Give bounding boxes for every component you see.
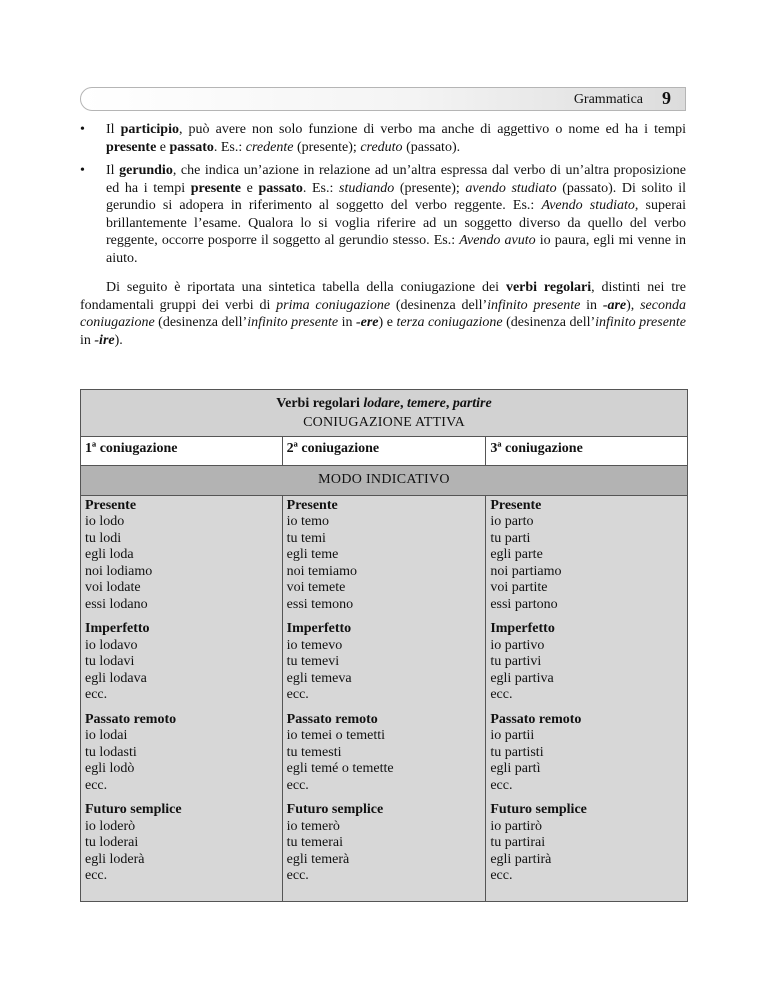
verb-form: egli temé o temette [286, 761, 394, 776]
text-run: (presente); [293, 139, 361, 155]
tense-block [85, 498, 278, 614]
column-header-2: 2ª coniugazione [282, 437, 486, 466]
term-passato: passato [258, 180, 303, 196]
tense-name: Futuro semplice [85, 802, 182, 817]
bullet-icon: • [80, 163, 85, 178]
verb-form: essi temono [286, 596, 354, 612]
text-run: in [338, 315, 356, 330]
tense-name: Futuro semplice [286, 802, 384, 817]
verb-form: io parto [490, 514, 534, 529]
tense-block [490, 712, 683, 795]
verb-form: tu partivi [490, 654, 542, 669]
verb-form: tu lodavi [85, 654, 135, 669]
tense-block [287, 802, 482, 885]
tense-name: Futuro semplice [490, 802, 587, 817]
text-run: (desinenza dell’ [502, 315, 596, 330]
tense-name: Imperfetto [286, 621, 352, 636]
intro-paragraph [80, 279, 686, 349]
verb-form: egli temerà [286, 851, 350, 867]
verb-form: egli partiva [490, 670, 554, 686]
verb-form: io temerò [286, 818, 340, 834]
table-title-cell [81, 390, 688, 437]
verb-form: io partivo [490, 637, 545, 653]
running-header [80, 87, 686, 111]
verb-form: ecc. [85, 868, 108, 883]
verb-form: egli parte [490, 547, 543, 562]
tense-block [85, 712, 278, 795]
title-separator: , [399, 396, 407, 411]
tense-block [490, 621, 683, 704]
table-subtitle: CONIUGAZIONE ATTIVA [303, 414, 465, 430]
term-verbi-regolari: verbi regolari [505, 280, 592, 295]
tense-block [287, 621, 482, 704]
table-title [81, 396, 687, 413]
tense-block [287, 712, 482, 795]
tense-block [85, 802, 278, 885]
term-terza-coniugazione: terza coniugazione [396, 315, 503, 330]
bullet-list [80, 121, 686, 273]
verb-form: noi temiamo [286, 563, 358, 579]
column-header-3: 3ª coniugazione [486, 437, 688, 466]
text-run: ) e [378, 315, 397, 330]
tense-block [490, 802, 683, 885]
verb-form: ecc. [85, 777, 108, 793]
verb-form: io partirò [490, 818, 543, 834]
verb-form: voi partite [490, 580, 548, 595]
verb-form: egli lodava [85, 670, 147, 686]
tenses-row [81, 495, 688, 901]
tense-name: Presente [490, 497, 542, 513]
example-avendo-avuto: Avendo avuto [459, 233, 536, 248]
verb-form: tu partisti [490, 744, 544, 760]
verb-form: ecc. [286, 777, 309, 793]
verb-form: io partii [490, 728, 535, 743]
verb-form: io lodavo [85, 637, 138, 653]
term-gerundio: gerundio [119, 163, 173, 178]
tense-name: Presente [286, 497, 338, 513]
verb-form: ecc. [490, 777, 513, 793]
verb-form: egli partì [490, 761, 541, 776]
text-run: , distinti nei tre fondamentali gruppi dei verbi di [80, 280, 686, 313]
term-presente: presente [190, 180, 242, 196]
mode-header: MODO INDICATIVO [81, 466, 688, 496]
text-run: . Es.: [302, 180, 340, 196]
verb-form: egli loderà [85, 851, 145, 867]
bullet-icon: • [80, 122, 85, 137]
column-2-cell [282, 495, 486, 901]
verb-form: voi temete [286, 580, 346, 595]
text-run: e [156, 139, 170, 155]
text-run: (desinenza dell’ [390, 297, 488, 313]
verb-form: tu temerai [286, 835, 344, 850]
text-run: in [580, 297, 603, 313]
verb-form: egli temeva [286, 670, 352, 686]
title-prefix: Verbi regolari [276, 396, 364, 411]
text-run: , può avere non solo funzione di verbo ma anche di aggettivo o nome ed ha i tempi [178, 122, 686, 137]
verb-form: voi lodate [85, 580, 141, 595]
verb-form: noi lodiamo [85, 563, 153, 579]
verb-form: tu temi [286, 530, 326, 546]
tense-name: Imperfetto [85, 621, 150, 636]
ending-are: -are [602, 297, 627, 313]
column-1-cell [81, 495, 283, 901]
text-run: ), [626, 297, 641, 313]
verb-temere: temere [406, 396, 446, 411]
text-run: Il [106, 163, 120, 178]
verb-form: tu temevi [286, 654, 340, 669]
term-presente: presente [106, 139, 157, 155]
verb-form: ecc. [85, 687, 108, 702]
title-separator: , [445, 396, 453, 411]
verb-form: noi partiamo [490, 563, 562, 579]
verb-form: io loderò [85, 818, 136, 834]
verb-partire: partire [452, 396, 492, 411]
term-infinito-presente: infinito presente [247, 315, 339, 330]
text-run: (passato). [402, 139, 461, 155]
verb-form: io lodai [85, 728, 128, 743]
column-3-cell [486, 495, 688, 901]
bullet-gerundio [80, 162, 686, 267]
tense-block [490, 498, 683, 614]
tense-name: Imperfetto [490, 621, 555, 636]
term-infinito-presente: infinito presente [595, 315, 687, 330]
text-run: (presente); [394, 180, 466, 196]
verb-form: io temo [286, 514, 330, 529]
text-run: (passato). Di solito il gerundio si adopera in riferimento al soggetto del verbo reggente. Es.: [106, 180, 687, 213]
term-infinito-presente: infinito presente [487, 297, 581, 313]
conjugation-table [80, 389, 688, 902]
text-run: e [241, 180, 259, 196]
tense-name: Passato remoto [286, 711, 378, 727]
example-credente: credente [245, 139, 294, 155]
text-run: , che indica un’azione in relazione ad un’altra espressa dal verbo di un’altra proposizione ed ha i tempi [106, 163, 686, 196]
example-studiando: studiando [339, 180, 395, 196]
verb-form: tu temesti [286, 744, 342, 760]
ending-ire: -ire [94, 332, 115, 348]
verb-form: ecc. [286, 868, 309, 883]
verb-form: tu parti [490, 530, 531, 546]
verb-form: tu lodi [85, 530, 122, 546]
verb-form: egli loda [85, 547, 134, 562]
tense-name: Presente [85, 497, 137, 513]
bullet-participio [80, 121, 686, 156]
verb-form: tu partirai [490, 835, 546, 850]
text-run: Di seguito è riportata una sintetica tabella della coniugazione dei [106, 280, 506, 295]
section-title: Grammatica [573, 92, 643, 107]
term-passato: passato [169, 139, 214, 155]
verb-form: essi lodano [85, 596, 148, 612]
verb-form: io temevo [286, 637, 343, 653]
verb-form: ecc. [490, 687, 513, 702]
example-avendo-studiato-2: Avendo studiato [541, 198, 635, 213]
tense-block [85, 621, 278, 704]
verb-form: ecc. [286, 687, 309, 702]
verb-form: egli partirà [490, 851, 552, 867]
verb-form: egli teme [286, 547, 339, 562]
term-seconda-coniugazione: seconda coniugazione [80, 297, 686, 330]
term-prima-coniugazione: prima coniugazione [276, 297, 391, 313]
tense-block [287, 498, 482, 614]
example-creduto: creduto [360, 139, 403, 155]
page-number: 9 [662, 88, 671, 108]
verb-form: tu loderai [85, 835, 139, 850]
text-run: , superai brillantemente l’esame. Qualora lo si voglia riferire ad un soggetto diverso da quello del verbo reggente, occorre posporre il soggetto al gerundio stesso. Es.: [106, 198, 686, 248]
verb-lodare: lodare [363, 396, 400, 411]
text-run: io paura, egli mi venne in aiuto. [106, 233, 686, 266]
tense-name: Passato remoto [490, 711, 582, 727]
ending-ere: -ere [355, 315, 379, 330]
term-participio: participio [120, 122, 179, 137]
text-run: Il [106, 122, 121, 137]
verb-form: ecc. [490, 868, 513, 883]
verb-form: tu lodasti [85, 744, 137, 760]
verb-form: io lodo [85, 514, 125, 529]
text-run: in [80, 332, 95, 348]
text-run: . Es.: [213, 139, 246, 155]
verb-form: essi partono [490, 596, 558, 612]
text-run: ). [114, 332, 123, 348]
tense-name: Passato remoto [85, 711, 177, 727]
text-run: (desinenza dell’ [154, 315, 248, 330]
column-header-1: 1ª coniugazione [81, 437, 283, 466]
verb-form: io temei o temetti [286, 728, 386, 743]
verb-form: egli lodò [85, 761, 135, 776]
example-avendo-studiato: avendo studiato [465, 180, 557, 196]
